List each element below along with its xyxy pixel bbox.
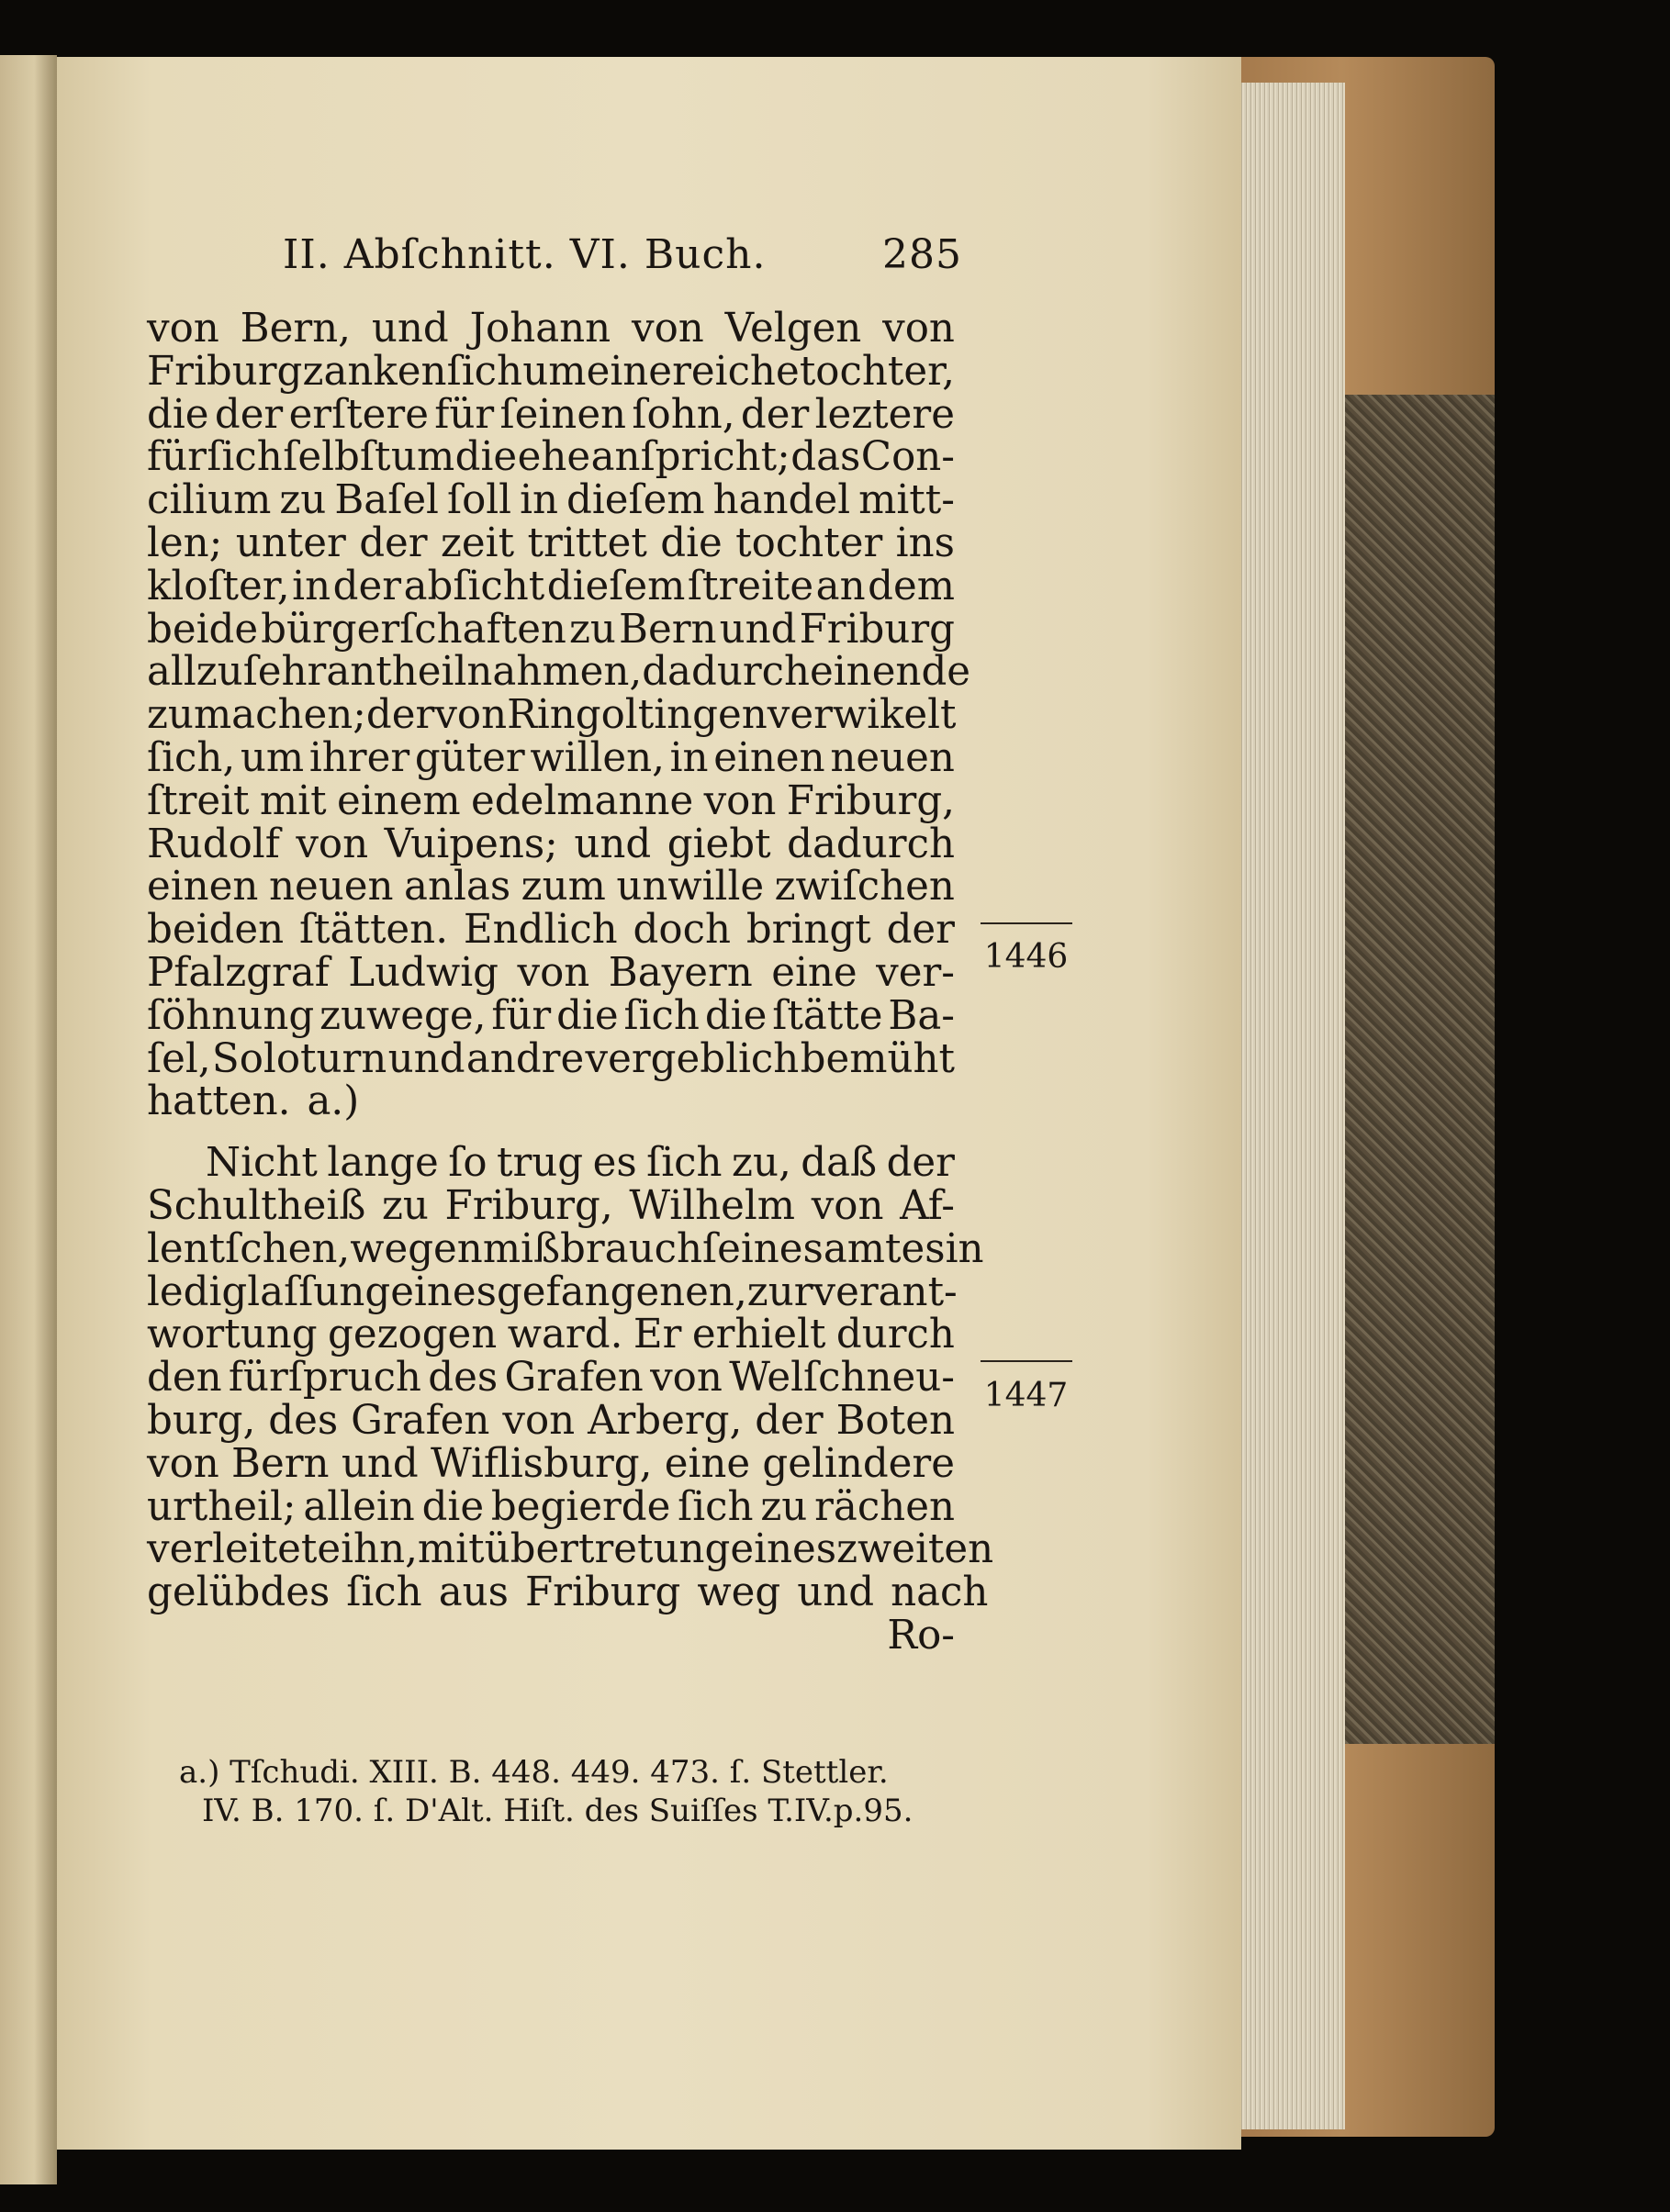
text-line-content	[147, 1570, 989, 1616]
paragraph-1	[147, 306, 971, 1125]
word: und	[574, 821, 652, 867]
word: trug	[497, 1140, 584, 1187]
text-line-content	[147, 391, 955, 438]
word: der	[365, 692, 435, 739]
word: von	[650, 1355, 723, 1402]
word: in	[945, 1225, 984, 1272]
word: wegen	[350, 1225, 483, 1272]
word: Friburg	[799, 606, 955, 653]
catchword	[887, 1614, 955, 1658]
word: die	[421, 1483, 485, 1530]
word: rächen	[814, 1483, 955, 1530]
text-line-content	[147, 734, 955, 781]
word: es	[592, 1140, 637, 1187]
word: zu	[760, 1483, 808, 1530]
text-line	[147, 1313, 955, 1357]
word: zu	[381, 1182, 429, 1229]
word: Bern,	[240, 306, 351, 352]
word: verwikelt	[767, 692, 957, 739]
word: von	[517, 949, 590, 996]
word: der	[359, 519, 428, 566]
text-line	[147, 1440, 955, 1487]
word: antheil	[326, 649, 467, 696]
word: von	[147, 1440, 219, 1487]
word: nach	[891, 1570, 989, 1616]
text-line-content	[147, 909, 955, 952]
header-title: II. Abſchnitt. VI. Buch.	[283, 231, 767, 278]
text-line-content	[147, 777, 955, 824]
word: ſeinen	[499, 391, 627, 438]
word: von	[882, 306, 955, 352]
word: der	[755, 1397, 824, 1444]
text-line-content	[147, 1035, 955, 1082]
word: Grafen	[504, 1355, 644, 1402]
word: und	[719, 606, 797, 653]
word: ſeines	[702, 1225, 824, 1272]
word: willen,	[530, 734, 665, 781]
word: für	[147, 434, 207, 481]
word: tochter	[735, 519, 883, 566]
text-line-content	[147, 479, 955, 522]
word: beide	[147, 606, 259, 653]
word: Ludwig	[348, 949, 499, 996]
word: des	[428, 1355, 499, 1402]
word: burg,	[147, 1397, 256, 1444]
word: ſtätten.	[298, 907, 449, 954]
text-line-content	[147, 866, 955, 909]
word: urtheil;	[147, 1483, 297, 1530]
word: Nicht	[206, 1140, 318, 1187]
word: neuen	[830, 734, 955, 781]
paragraph-2	[147, 1140, 994, 1616]
word: die	[556, 992, 619, 1039]
text-line-content	[147, 1483, 955, 1530]
word: ſo	[448, 1140, 488, 1187]
word: ſohn,	[632, 391, 735, 438]
word: wortung	[147, 1312, 318, 1358]
footnote-line-1: a.) Tſchudi. XIII. B. 448. 449. 473. ſ. Stettler.	[179, 1754, 889, 1791]
word: von	[296, 821, 369, 867]
text-line	[147, 992, 955, 1039]
word: und	[341, 1440, 419, 1487]
word: mitt-	[858, 477, 955, 524]
word: ehe	[517, 434, 591, 481]
word: von	[632, 306, 704, 352]
word: allein	[303, 1483, 415, 1530]
word: Af-	[900, 1182, 955, 1229]
word: lentſchen,	[147, 1225, 351, 1272]
word: handel	[712, 477, 851, 524]
word: ins	[895, 519, 955, 566]
word: Endlich	[463, 907, 618, 954]
word: von	[703, 777, 777, 824]
facing-page-edge	[0, 55, 57, 2184]
text-line	[147, 694, 955, 737]
word: ſich,	[147, 734, 236, 781]
word: Rudolf	[147, 821, 280, 867]
word: der	[886, 907, 955, 954]
word: gelindere	[762, 1440, 955, 1487]
text-line	[147, 1225, 984, 1272]
text-line-content	[147, 649, 971, 696]
word: und	[371, 306, 449, 352]
text-line	[147, 1357, 955, 1400]
word: dieſem	[566, 477, 705, 524]
word: beiden	[147, 907, 285, 954]
word: Baſel	[334, 477, 439, 524]
word: übertretung	[484, 1526, 731, 1573]
word: Johann	[469, 306, 611, 352]
text-line	[147, 479, 955, 522]
word: Wilhelm	[629, 1182, 796, 1229]
word: und	[387, 1035, 465, 1082]
word: von	[502, 1397, 576, 1444]
text-line-content	[147, 519, 955, 566]
word: ihrer	[308, 734, 410, 781]
word: Friburg,	[444, 1182, 613, 1229]
word: durch	[835, 1312, 955, 1358]
text-line	[147, 1142, 955, 1185]
word: verleitete	[147, 1526, 342, 1573]
word: der	[740, 391, 810, 438]
word: daß	[801, 1140, 878, 1187]
word: Velgen	[724, 306, 862, 352]
text-line-content	[147, 949, 955, 996]
footnote-line-2: IV. B. 170. ſ. D'Alt. Hiſt. des Suiſſes T.IV.p.95.	[202, 1793, 913, 1829]
word: anlas	[404, 864, 511, 910]
text-line	[147, 606, 955, 653]
word: ſtreit	[147, 777, 250, 824]
word: mißbrauch	[482, 1225, 702, 1272]
margin-rule-1446	[981, 922, 1072, 924]
word: gefangenen,	[496, 1268, 747, 1315]
text-line	[147, 949, 955, 996]
page-number: 285	[882, 231, 962, 278]
word: Con-	[860, 434, 955, 481]
text-line	[147, 1397, 955, 1444]
word: zwiſchen	[774, 864, 955, 910]
text-line	[147, 436, 955, 479]
text-line	[147, 1182, 955, 1229]
word: Ringoltingen	[507, 692, 768, 739]
word: um	[240, 734, 305, 781]
text-line-content	[147, 606, 955, 653]
text-line-content	[147, 1313, 955, 1357]
text-line	[147, 734, 955, 781]
text-line-content	[206, 1142, 955, 1185]
word: Friburg,	[786, 777, 955, 824]
word: von	[811, 1182, 884, 1229]
text-line	[147, 649, 971, 696]
word: ward.	[507, 1312, 623, 1358]
word: für	[434, 391, 495, 438]
word: ſich	[646, 1140, 723, 1187]
word: a.)	[307, 1078, 360, 1125]
word: ſoll	[446, 477, 512, 524]
word: cilium	[147, 477, 272, 524]
word: die	[147, 391, 209, 438]
word: reiche	[672, 348, 800, 395]
word: die	[660, 519, 723, 566]
word: Ba-	[888, 992, 955, 1039]
word: güter	[414, 734, 525, 781]
margin-year-1447: 1447	[983, 1377, 1069, 1414]
word: nahmen,	[466, 649, 643, 696]
word: von	[147, 306, 219, 352]
word: zu	[569, 606, 616, 653]
text-line	[147, 348, 955, 395]
word: unwille	[616, 864, 765, 910]
word: begierde	[490, 1483, 671, 1530]
word: len;	[147, 519, 223, 566]
text-line-content	[147, 823, 955, 866]
word: doch	[633, 907, 731, 954]
word: lange	[327, 1140, 439, 1187]
word: zu	[279, 477, 327, 524]
word: gelübdes	[147, 1570, 331, 1616]
word: ſtreite	[687, 563, 814, 609]
word: edelmanne	[471, 777, 694, 824]
margin-rule-1447	[981, 1360, 1072, 1362]
text-line-content	[147, 307, 955, 351]
word: und	[797, 1570, 875, 1616]
text-line-content	[147, 1397, 955, 1444]
text-line	[147, 1268, 958, 1315]
text-line-content	[147, 1080, 955, 1123]
text-line	[147, 909, 955, 952]
word: einen	[147, 864, 259, 910]
text-line-content	[147, 1182, 955, 1229]
word: zanken	[302, 348, 447, 395]
word: Friburg	[147, 348, 303, 395]
text-line-content	[147, 1268, 958, 1315]
word: eine	[664, 1440, 751, 1487]
word: von	[434, 692, 508, 739]
word: leztere	[814, 391, 955, 438]
word: mit	[259, 777, 327, 824]
word: andre	[465, 1035, 585, 1082]
word: eine	[771, 949, 857, 996]
text-line	[147, 1483, 955, 1530]
word: fürſpruch	[228, 1355, 421, 1402]
word: dem	[868, 563, 955, 609]
word: Pfalzgraf	[147, 949, 330, 996]
word: ende	[871, 649, 971, 696]
cover-marbling	[1340, 395, 1495, 1744]
word: in	[520, 477, 559, 524]
word: machen;	[193, 692, 366, 739]
word: ſel,	[147, 1035, 211, 1082]
word: ſtätte	[772, 992, 883, 1039]
word: bringt	[745, 907, 871, 954]
word: mit	[417, 1526, 485, 1573]
word: an	[815, 563, 866, 609]
word: Arberg,	[588, 1397, 743, 1444]
word: erhielt	[691, 1312, 826, 1358]
word: eines	[390, 1268, 497, 1315]
text-line-content	[147, 992, 955, 1039]
word: in	[292, 563, 331, 609]
word: tochter,	[799, 348, 955, 395]
catchword-line	[147, 1614, 955, 1658]
text-line-content	[147, 436, 955, 479]
word: Er	[633, 1312, 682, 1358]
word: ſelbſt	[283, 434, 391, 481]
word: hatten.	[147, 1078, 291, 1125]
text-line	[147, 1526, 994, 1573]
word: Bayern	[608, 949, 753, 996]
word: in	[669, 734, 709, 781]
word: die	[704, 992, 768, 1039]
word: Schultheiß	[147, 1182, 366, 1229]
margin-year-1446: 1446	[983, 938, 1069, 976]
word: bemüht	[800, 1035, 955, 1082]
text-line-content	[147, 1225, 984, 1272]
word: einem	[336, 777, 461, 824]
word: zeit	[441, 519, 515, 566]
word: trittet	[527, 519, 647, 566]
footnote	[179, 1753, 959, 1830]
word: ihn,	[341, 1526, 418, 1573]
word: zu	[147, 692, 194, 739]
word: Bern	[619, 606, 717, 653]
word: abſicht	[403, 563, 545, 609]
text-line-content	[147, 565, 955, 609]
word: der	[332, 563, 402, 609]
text-line-content	[147, 348, 955, 395]
text-line	[147, 1080, 955, 1123]
word: Welſchneu-	[729, 1355, 955, 1402]
word: das	[790, 434, 861, 481]
word: anſpricht;	[590, 434, 790, 481]
text-line	[147, 1570, 989, 1616]
word: Soloturn	[211, 1035, 387, 1082]
word: um	[522, 348, 587, 395]
word: ſich	[678, 1483, 754, 1530]
text-line	[147, 307, 955, 351]
word: zu,	[732, 1140, 791, 1187]
word: der	[886, 1140, 955, 1187]
word: ſöhnung	[147, 992, 315, 1039]
word: für	[491, 992, 552, 1039]
text-line	[147, 823, 955, 866]
word: verant-	[813, 1268, 958, 1315]
word: unter	[235, 519, 346, 566]
word: einen	[713, 734, 825, 781]
word: den	[147, 1355, 222, 1402]
word: ſich	[207, 434, 283, 481]
word: eine	[586, 348, 672, 395]
word: Boten	[835, 1397, 955, 1444]
word: zweiten	[836, 1526, 994, 1573]
text-line	[147, 519, 955, 566]
word: ſich	[623, 992, 700, 1039]
text-line-content	[147, 1357, 955, 1400]
word: dieſem	[546, 563, 686, 609]
word: zur	[746, 1268, 813, 1315]
word: dadurch	[787, 821, 955, 867]
word: um	[390, 434, 455, 481]
text-line	[147, 1035, 955, 1082]
word: eines	[730, 1526, 837, 1573]
text-line-content	[147, 694, 955, 737]
paragraph-gap	[147, 1123, 955, 1142]
word: giebt	[667, 821, 771, 867]
text-line	[147, 391, 955, 438]
word: Wiflisburg,	[431, 1440, 653, 1487]
word: Bern	[231, 1440, 330, 1487]
main-text	[147, 306, 994, 1659]
word: erſtere	[288, 391, 429, 438]
word: ver-	[876, 949, 955, 996]
word: bürgerſchaften	[261, 606, 566, 653]
word: Vuipens;	[384, 821, 558, 867]
word: zuwege,	[319, 992, 487, 1039]
text-line-content	[147, 1526, 994, 1573]
word: Ro-	[887, 1612, 955, 1659]
word: lediglaſſung	[147, 1268, 391, 1315]
word: zum	[521, 864, 606, 910]
word: vergeblich	[585, 1035, 800, 1082]
word: dadurch	[642, 649, 811, 696]
word: des	[268, 1397, 339, 1444]
word: allzuſehr	[147, 649, 327, 696]
word: Friburg	[524, 1570, 681, 1616]
word: die	[454, 434, 518, 481]
word: der	[214, 391, 284, 438]
word: ſich	[346, 1570, 422, 1616]
text-line	[147, 565, 955, 609]
word: ein	[810, 649, 872, 696]
word: weg	[697, 1570, 781, 1616]
word: gezogen	[328, 1312, 498, 1358]
text-line	[147, 777, 955, 824]
text-line	[147, 866, 955, 909]
word: amtes	[823, 1225, 946, 1272]
word: aus	[438, 1570, 509, 1616]
text-line-content	[147, 1440, 955, 1487]
word: Grafen	[351, 1397, 490, 1444]
word: neuen	[268, 864, 394, 910]
page-block-edge	[1239, 83, 1345, 2129]
word: kloſter,	[147, 563, 290, 609]
word: ſich	[446, 348, 523, 395]
